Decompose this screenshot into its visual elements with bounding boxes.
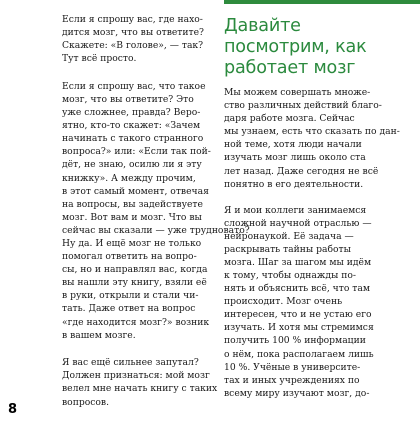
text-line: вопроса?» или: «Если так пой-	[62, 146, 211, 158]
paragraph	[224, 86, 402, 191]
paragraph	[62, 13, 213, 65]
text-line: изучать мозг лишь около ста	[224, 152, 366, 164]
text-line: тах и иных учреждениях по	[224, 374, 360, 386]
text-line: ство различных действий благо-	[224, 100, 382, 112]
heading-line: посмотрим, как	[224, 37, 367, 57]
accent-bar	[224, 0, 420, 4]
text-line: даря работе мозга. Сейчас	[224, 113, 355, 125]
text-line: «где находится мозг?» возник	[62, 316, 210, 328]
text-line: Ну да. И ещё мозг не только	[62, 238, 202, 249]
text-line: сейчас вы сказали — уже трудновато?	[62, 224, 250, 236]
text-line: мы узнаем, есть что сказать по дан-	[224, 126, 400, 138]
text-line: сложной научной отраслью —	[224, 217, 372, 229]
page-number: 8	[8, 402, 18, 417]
paragraph	[62, 80, 250, 342]
text-line: к тому, чтобы однажды по-	[224, 270, 357, 282]
text-line: получить 100 % информации	[224, 335, 366, 347]
text-line: Тут всё просто.	[62, 53, 137, 65]
text-line: дится мозг, что вы ответите?	[62, 27, 204, 39]
text-line: о нём, пока располагаем лишь	[224, 348, 374, 360]
right-column-text	[224, 86, 402, 413]
text-line: понятно в его деятельности.	[224, 178, 364, 190]
text-line: Должен признаться: мой мозг	[62, 370, 210, 382]
text-line: велел мне начать книгу с таких	[62, 383, 218, 395]
text-line: Скажете: «В голове», — так?	[62, 40, 204, 52]
text-line: вы нашли эту книгу, взяли её	[62, 277, 207, 289]
text-line: сы, но и направлял вас, когда	[62, 264, 208, 276]
text-line: интересен, что и не устаю его	[224, 309, 372, 321]
text-line: в этот самый момент, отвечая	[62, 185, 209, 197]
text-line: 10 %. Учёные в университе-	[224, 361, 361, 373]
text-line: начинать с такого странного	[62, 133, 204, 145]
text-line: всему миру изучают мозг, до-	[224, 387, 370, 399]
text-line: уже сложнее, правда? Веро-	[62, 107, 201, 119]
text-line: Если я спрошу вас, где нахо-	[62, 14, 203, 25]
text-line: изучать. И хотя мы стремимся	[224, 322, 374, 334]
text-line: Я и мои коллеги занимаемся	[224, 204, 367, 216]
text-line: тать. Даже ответ на вопрос	[62, 303, 196, 315]
paragraph	[62, 356, 218, 408]
text-line: Если я спрошу вас, что такое	[62, 80, 206, 92]
heading-line: Давайте	[224, 16, 301, 36]
text-line: вопросов.	[62, 396, 110, 408]
text-line: Я вас ещё сильнее запутал?	[62, 357, 199, 369]
right-column	[224, 0, 420, 420]
text-line: дёт, не знаю, осилю ли я эту	[62, 159, 202, 171]
heading-line: работает мозг	[224, 58, 356, 78]
section-heading	[224, 16, 414, 79]
text-line: в руки, открыли и стали чи-	[62, 290, 199, 302]
text-line: книжку». А между прочим,	[62, 172, 196, 184]
left-column	[62, 13, 250, 423]
text-line: нейронаукой. Её задача —	[224, 230, 354, 242]
text-line: мозга. Шаг за шагом мы идём	[224, 256, 372, 268]
text-line: мозг. Вот вам и мозг. Что вы	[62, 211, 202, 223]
text-line: нять и объяснить всё, что там	[224, 283, 370, 295]
paragraph	[224, 204, 402, 400]
text-line: мозг, что вы ответите? Это	[62, 93, 194, 105]
text-line: в вашем мозге.	[62, 329, 136, 341]
text-line: происходит. Мозг очень	[224, 296, 343, 308]
text-line: лет назад. Даже сегодня не всё	[224, 165, 379, 177]
text-line: ной теме, хотя люди начали	[224, 139, 362, 151]
text-line: помогал ответить на вопро-	[62, 251, 197, 263]
text-line: раскрывать тайны работы	[224, 243, 351, 255]
text-line: Мы можем совершать множе-	[224, 87, 371, 98]
text-line: на вопросы, вы задействуете	[62, 198, 203, 210]
text-line: ятно, кто-то скажет: «Зачем	[62, 120, 201, 132]
